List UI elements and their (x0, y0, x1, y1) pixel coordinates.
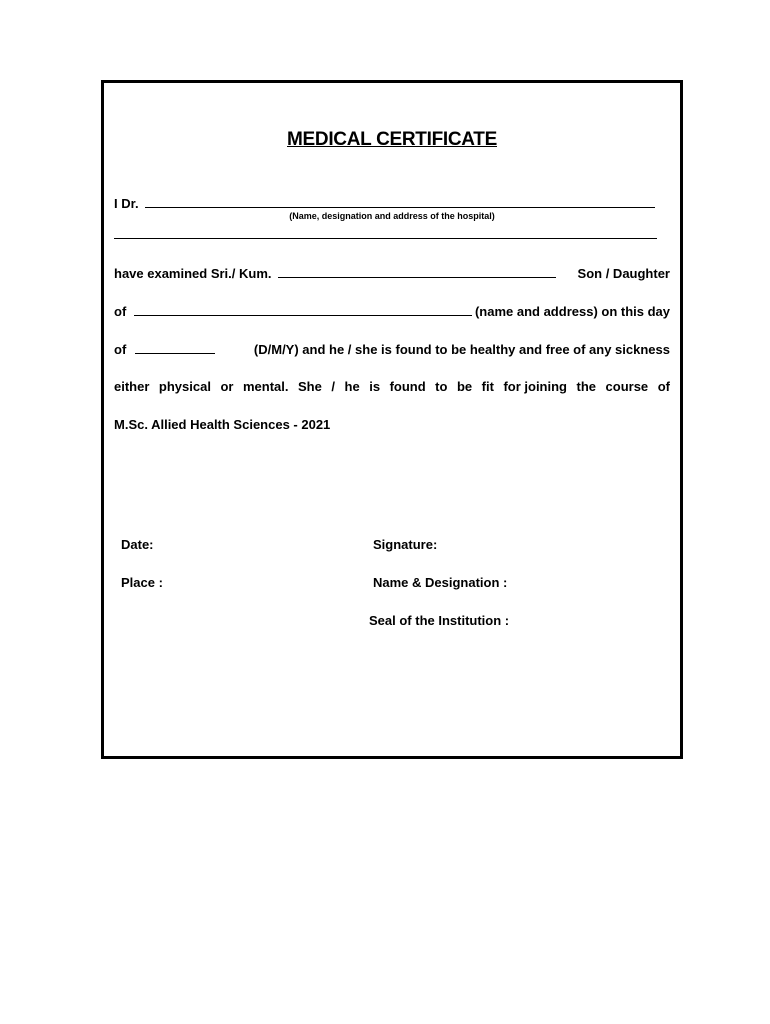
fitness-word: She (298, 379, 322, 394)
doctor-prefix: I Dr. (114, 196, 139, 211)
fitness-word: of (657, 379, 670, 394)
hospital-caption: (Name, designation and address of the hospital) (289, 211, 495, 221)
name-address-label: (name and address) on this day (474, 304, 670, 319)
date-line (114, 341, 670, 357)
fitness-word: to (435, 379, 448, 394)
seal-label: Seal of the Institution : (369, 613, 510, 628)
fitness-word: course (605, 379, 649, 394)
of-label-2: of (114, 342, 127, 357)
course-line (114, 417, 670, 432)
signature-label: Signature: (373, 537, 438, 552)
fitness-word: or (220, 379, 234, 394)
parent-name-address-blank[interactable] (134, 303, 472, 316)
hospital-address-blank[interactable] (114, 238, 657, 239)
fitness-word: mental. (242, 379, 289, 394)
place-label: Place : (121, 575, 163, 590)
examined-prefix: have examined Sri./ Kum. (114, 266, 272, 281)
fitness-word: fit (481, 379, 494, 394)
fitness-word: is (369, 379, 381, 394)
fitness-word: physical (158, 379, 211, 394)
certificate-frame (101, 80, 683, 759)
patient-name-blank[interactable] (278, 265, 556, 278)
certificate-title: MEDICAL CERTIFICATE (287, 129, 497, 150)
course-name: M.Sc. Allied Health Sciences - 2021 (114, 417, 331, 432)
fitness-word: the (576, 379, 597, 394)
doctor-name-blank[interactable] (145, 195, 655, 208)
name-designation-label: Name & Designation : (373, 575, 508, 590)
fitness-word: he (344, 379, 360, 394)
examined-line (114, 265, 670, 281)
fitness-word: found (389, 379, 426, 394)
exam-date-blank[interactable] (135, 341, 215, 354)
doctor-line (114, 195, 670, 211)
fitness-word: be (456, 379, 473, 394)
of-label-1: of (114, 304, 127, 319)
fitness-word: / (331, 379, 335, 394)
son-daughter-label: Son / Daughter (577, 266, 670, 281)
fitness-line (114, 379, 670, 394)
health-statement: (D/M/Y) and he / she is found to be healthy and free of any sickness (253, 342, 670, 357)
date-label: Date: (121, 537, 154, 552)
parent-line (114, 303, 670, 319)
fitness-word: either (114, 379, 150, 394)
fitness-word: for joining (503, 379, 567, 394)
